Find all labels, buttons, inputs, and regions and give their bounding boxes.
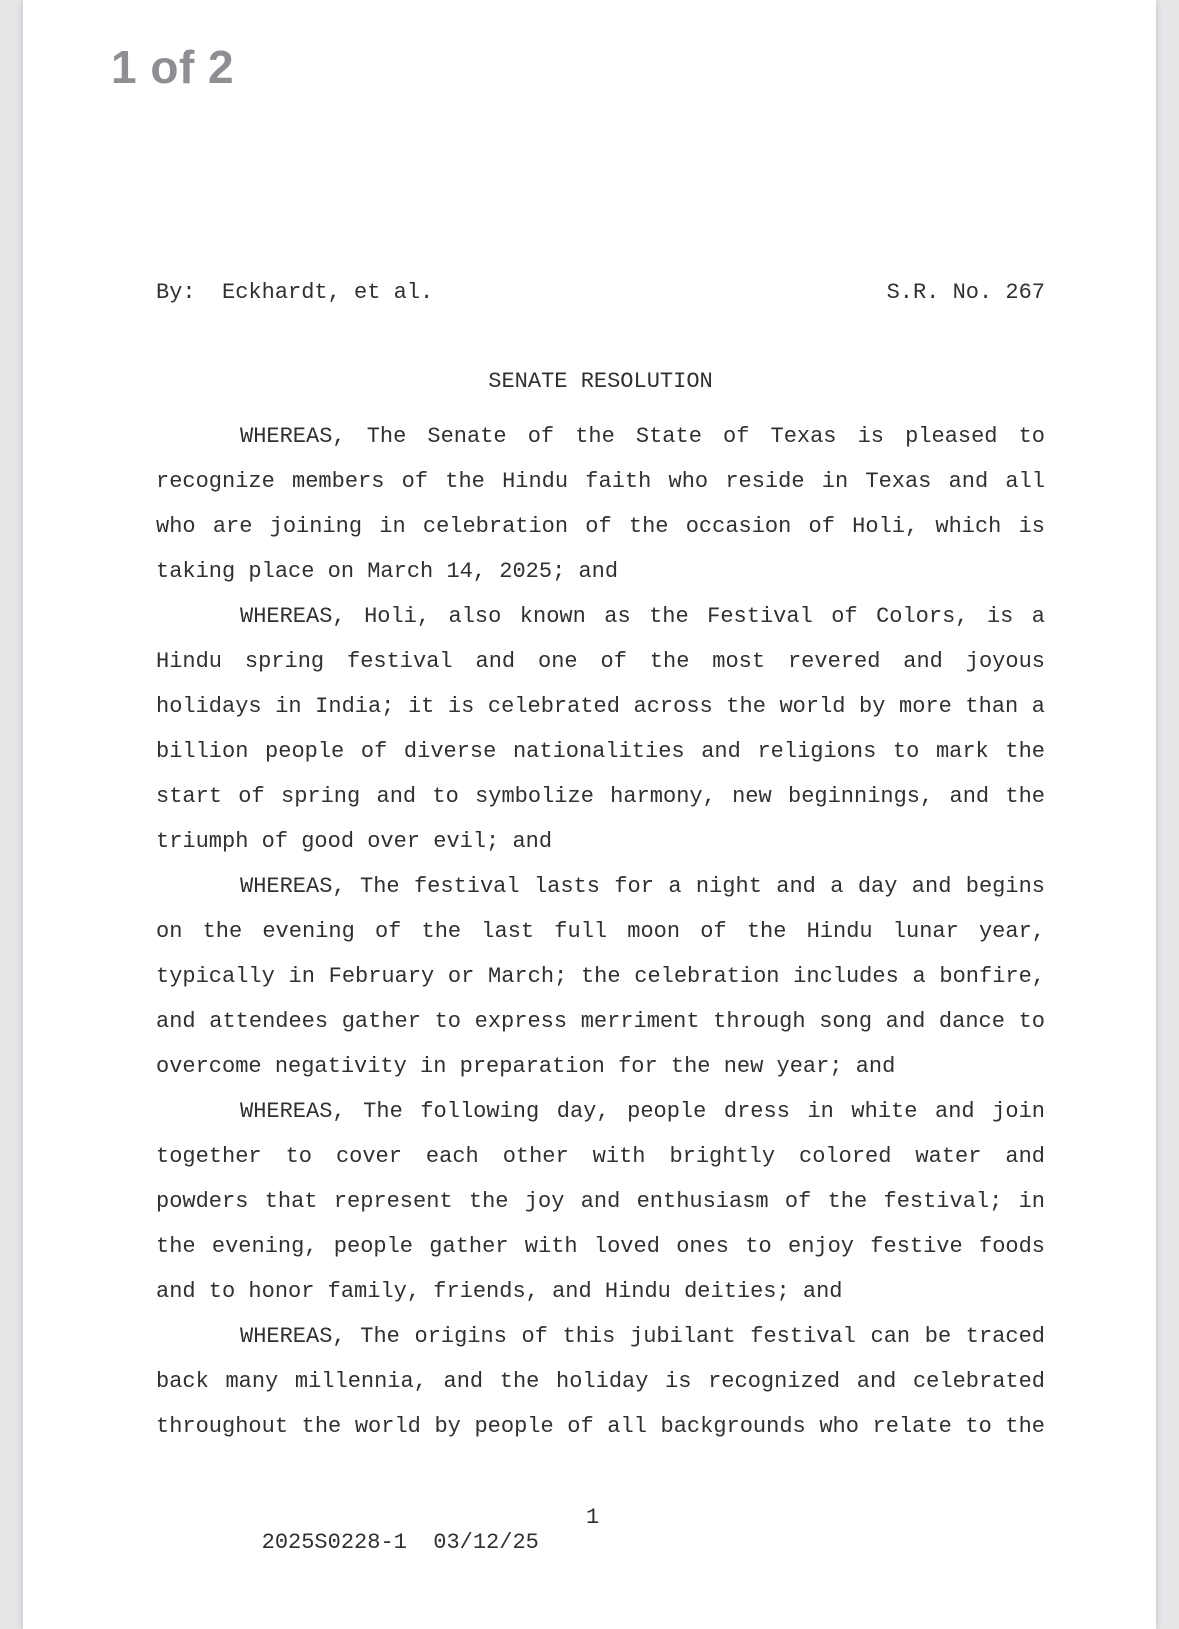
whereas-paragraph: WHEREAS, Holi, also known as the Festival of Colors, is a Hindu spring festival and one of the most revered and joyous holidays in India; it is celebrated across the world by more than a billion people of diverse nationalities and religions to mark the start of spring and to symbolize harmony, new beginnings, and the triumph of good over evil; and: [156, 604, 1045, 854]
resolution-body: [156, 414, 1045, 1449]
author-line: By: Eckhardt, et al.: [156, 280, 434, 305]
page-footer: [156, 1505, 600, 1605]
document-page: [23, 0, 1156, 1629]
whereas-paragraph: WHEREAS, The following day, people dress in white and join together to cover each other with brightly colored water and powders that represent the joy and enthusiasm of the festival; in the evening, people gather with loved ones to enjoy festive foods and to honor family, friends, and Hindu deities; and: [156, 1099, 1045, 1304]
whereas-paragraph: WHEREAS, The Senate of the State of Texas is pleased to recognize members of the Hindu faith who reside in Texas and all who are joining in celebration of the occasion of Holi, which is taking place on March 14, 2025; and: [156, 424, 1045, 584]
whereas-paragraph: WHEREAS, The festival lasts for a night and a day and begins on the evening of the last full moon of the Hindu lunar year, typically in February or March; the celebration includes a bonfire, and attendees gather to express merriment through song and dance to overcome negativity in preparation for the new year; and: [156, 874, 1045, 1079]
whereas-paragraph: WHEREAS, The origins of this jubilant festival can be traced back many millennia, and the holiday is recognized and celebrated throughout the world by people of all backgrounds who relate to the: [156, 1324, 1045, 1439]
resolution-header: [156, 280, 1045, 308]
document-title: SENATE RESOLUTION: [488, 369, 713, 394]
footer-page-number: 1: [586, 1505, 600, 1530]
bill-number: S.R. No. 267: [886, 280, 1045, 305]
footer-document-code: 2025S0228-1 03/12/25: [261, 1530, 539, 1555]
page-indicator: 1 of 2: [111, 41, 235, 93]
